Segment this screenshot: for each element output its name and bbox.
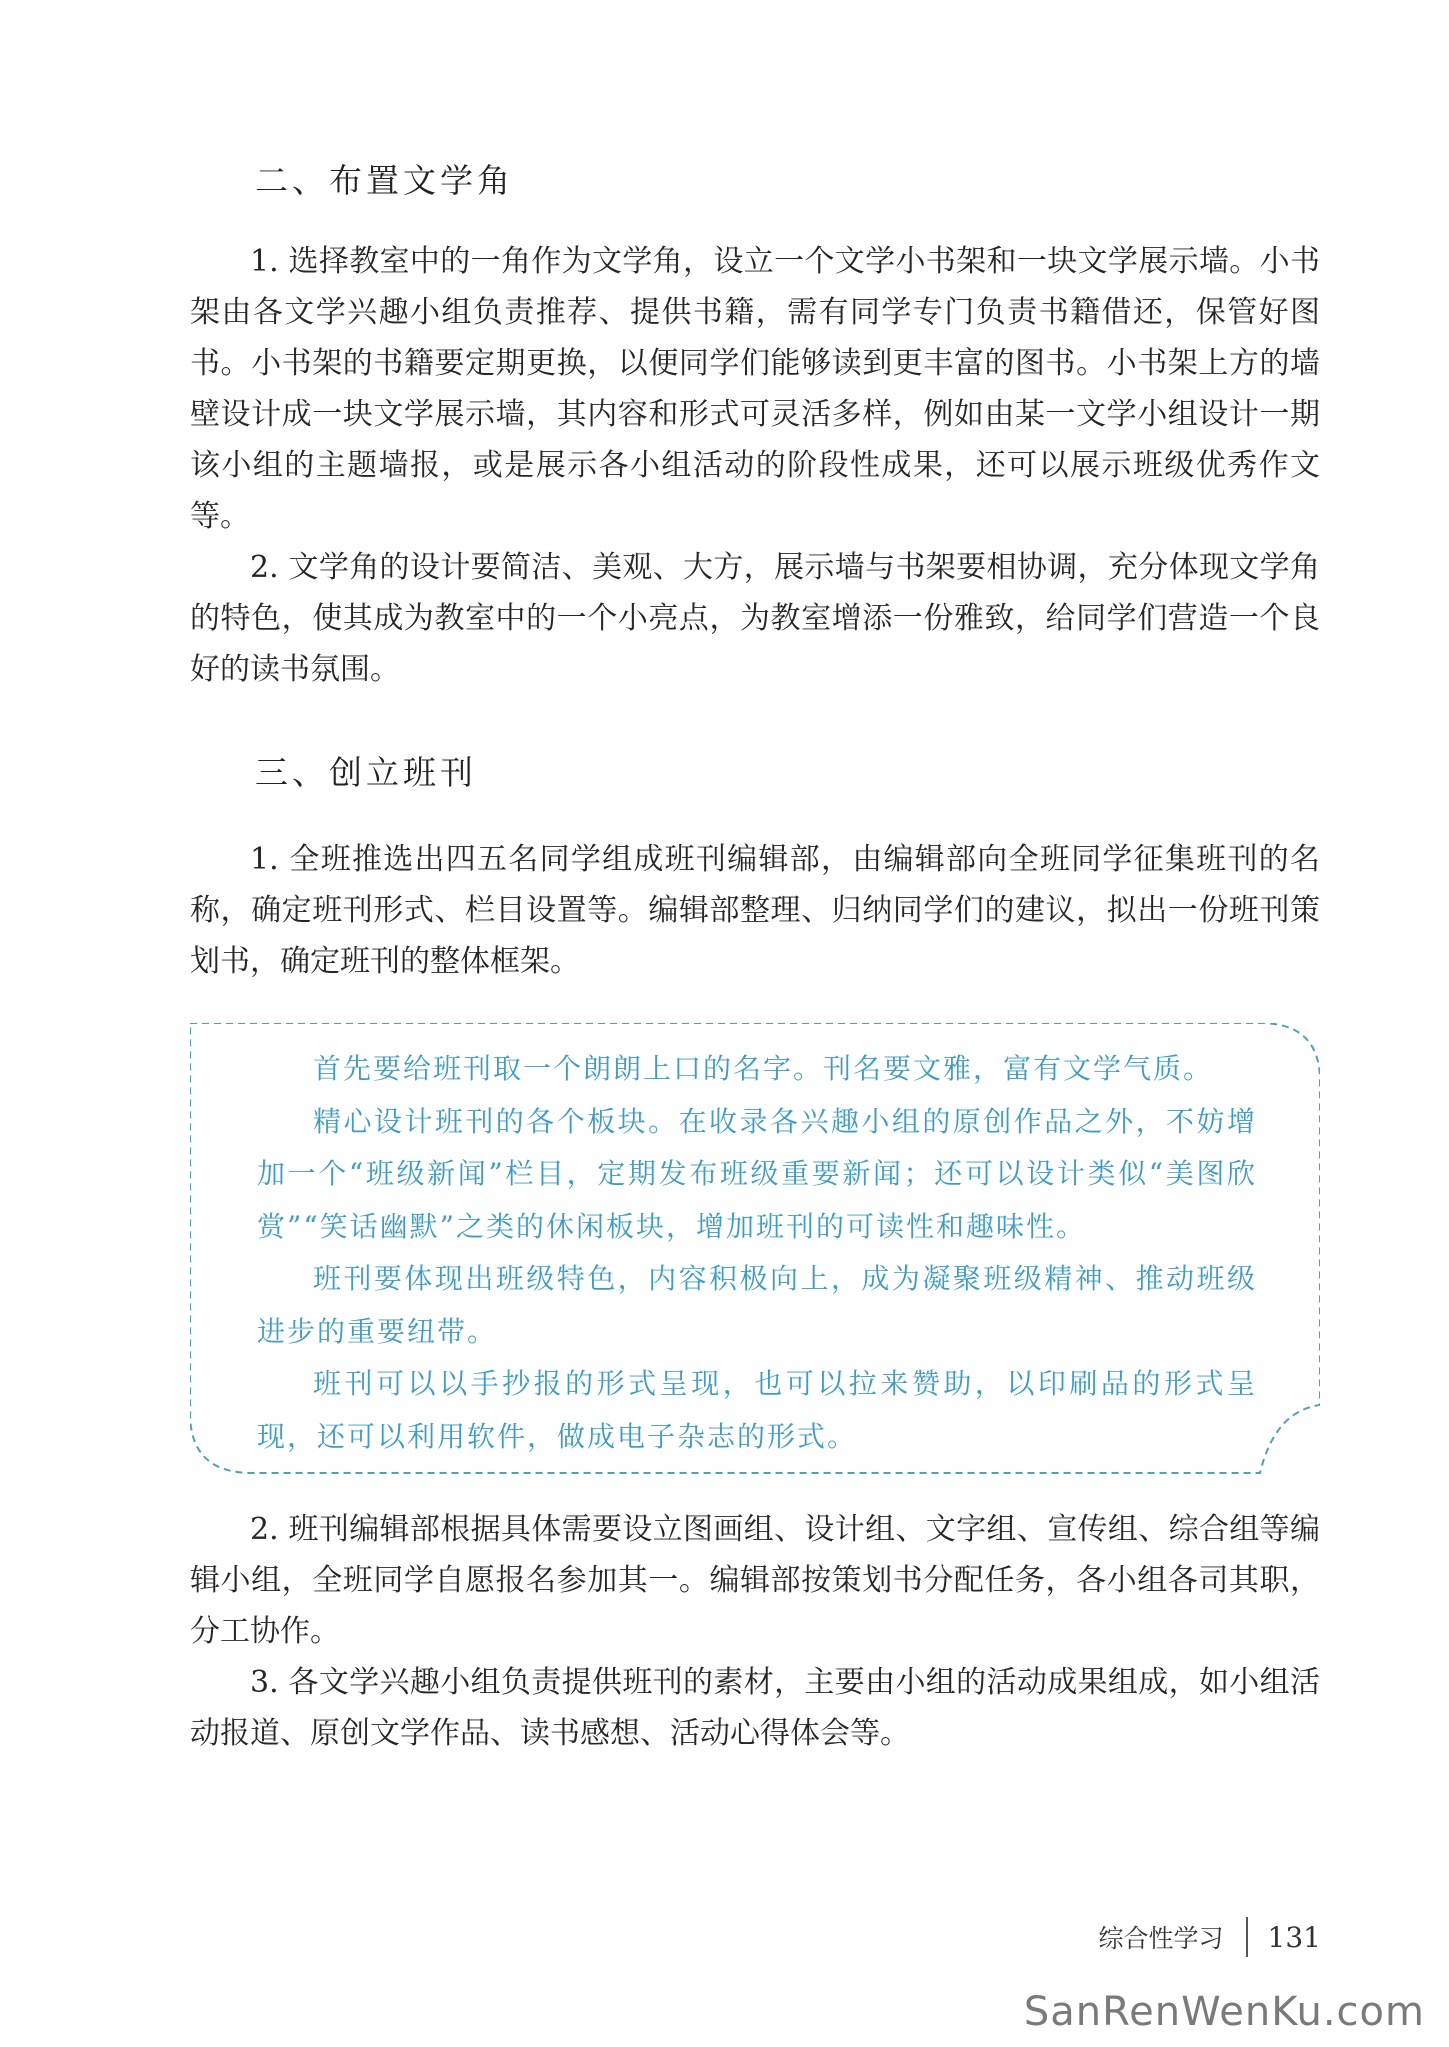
section-2-heading: 二、布置文学角	[255, 161, 514, 200]
watermark: SanRenWenKu.com	[1023, 1989, 1425, 2035]
section-3-paragraph-1: 1. 全班推选出四五名同学组成班刊编辑部，由编辑部向全班同学征集班刊的名称，确定班刊形式、栏目设置等。编辑部整理、归纳同学们的建议，拟出一份班刊策划书，确定班刊的整体框架。	[190, 842, 1320, 979]
tip-box	[190, 1023, 1320, 1475]
section-2-paragraph-2: 2. 文学角的设计要简洁、美观、大方，展示墙与书架要相协调，充分体现文学角的特色，使其成为教室中的一个小亮点，为教室增添一份雅致，给同学们营造一个良好的读书氛围。	[190, 550, 1320, 687]
section-3-paragraph-2: 2. 班刊编辑部根据具体需要设立图画组、设计组、文字组、宣传组、综合组等编辑小组，全班同学自愿报名参加其一。编辑部按策划书分配任务，各小组各司其职，分工协作。	[190, 1512, 1320, 1649]
footer-section-title: 综合性学习	[1098, 1924, 1224, 1953]
section-2-paragraph-1: 1. 选择教室中的一角作为文学角，设立一个文学小书架和一块文学展示墙。小书架由各文学兴趣小组负责推荐、提供书籍，需有同学专门负责书籍借还，保管好图书。小书架的书籍要定期更换，以便同学们能够读到更丰富的图书。小书架上方的墙壁设计成一块文学展示墙，其内容和形式可灵活多样，例如由某一文学小组设计一期该小组的主题墙报，或是展示各小组活动的阶段性成果，还可以展示班级优秀作文等。	[190, 244, 1320, 534]
page-footer	[1099, 1917, 1321, 1957]
tip-item: 精心设计班刊的各个板块。在收录各兴趣小组的原创作品之外，不妨增加一个“班级新闻”栏目，定期发布班级重要新闻；还可以设计类似“美图欣赏”“笑话幽默”之类的休闲板块，增加班刊的可读性和趣味性。	[257, 1104, 1257, 1243]
tip-item: 班刊可以以手抄报的形式呈现，也可以拉来赞助，以印刷品的形式呈现，还可以利用软件，做成电子杂志的形式。	[257, 1367, 1257, 1453]
tip-item: 首先要给班刊取一个朗朗上口的名字。刊名要文雅，富有文学气质。	[313, 1052, 1214, 1085]
tip-item: 班刊要体现出班级特色，内容积极向上，成为凝聚班级精神、推动班级进步的重要纽带。	[257, 1262, 1257, 1348]
section-3-heading: 三、创立班刊	[255, 753, 477, 792]
footer-divider	[1246, 1917, 1248, 1957]
page-number: 131	[1267, 1920, 1321, 1954]
section-3-paragraph-3: 3. 各文学兴趣小组负责提供班刊的素材，主要由小组的活动成果组成，如小组活动报道、原创文学作品、读书感想、活动心得体会等。	[190, 1665, 1320, 1751]
tip-text-block	[257, 1043, 1257, 1463]
